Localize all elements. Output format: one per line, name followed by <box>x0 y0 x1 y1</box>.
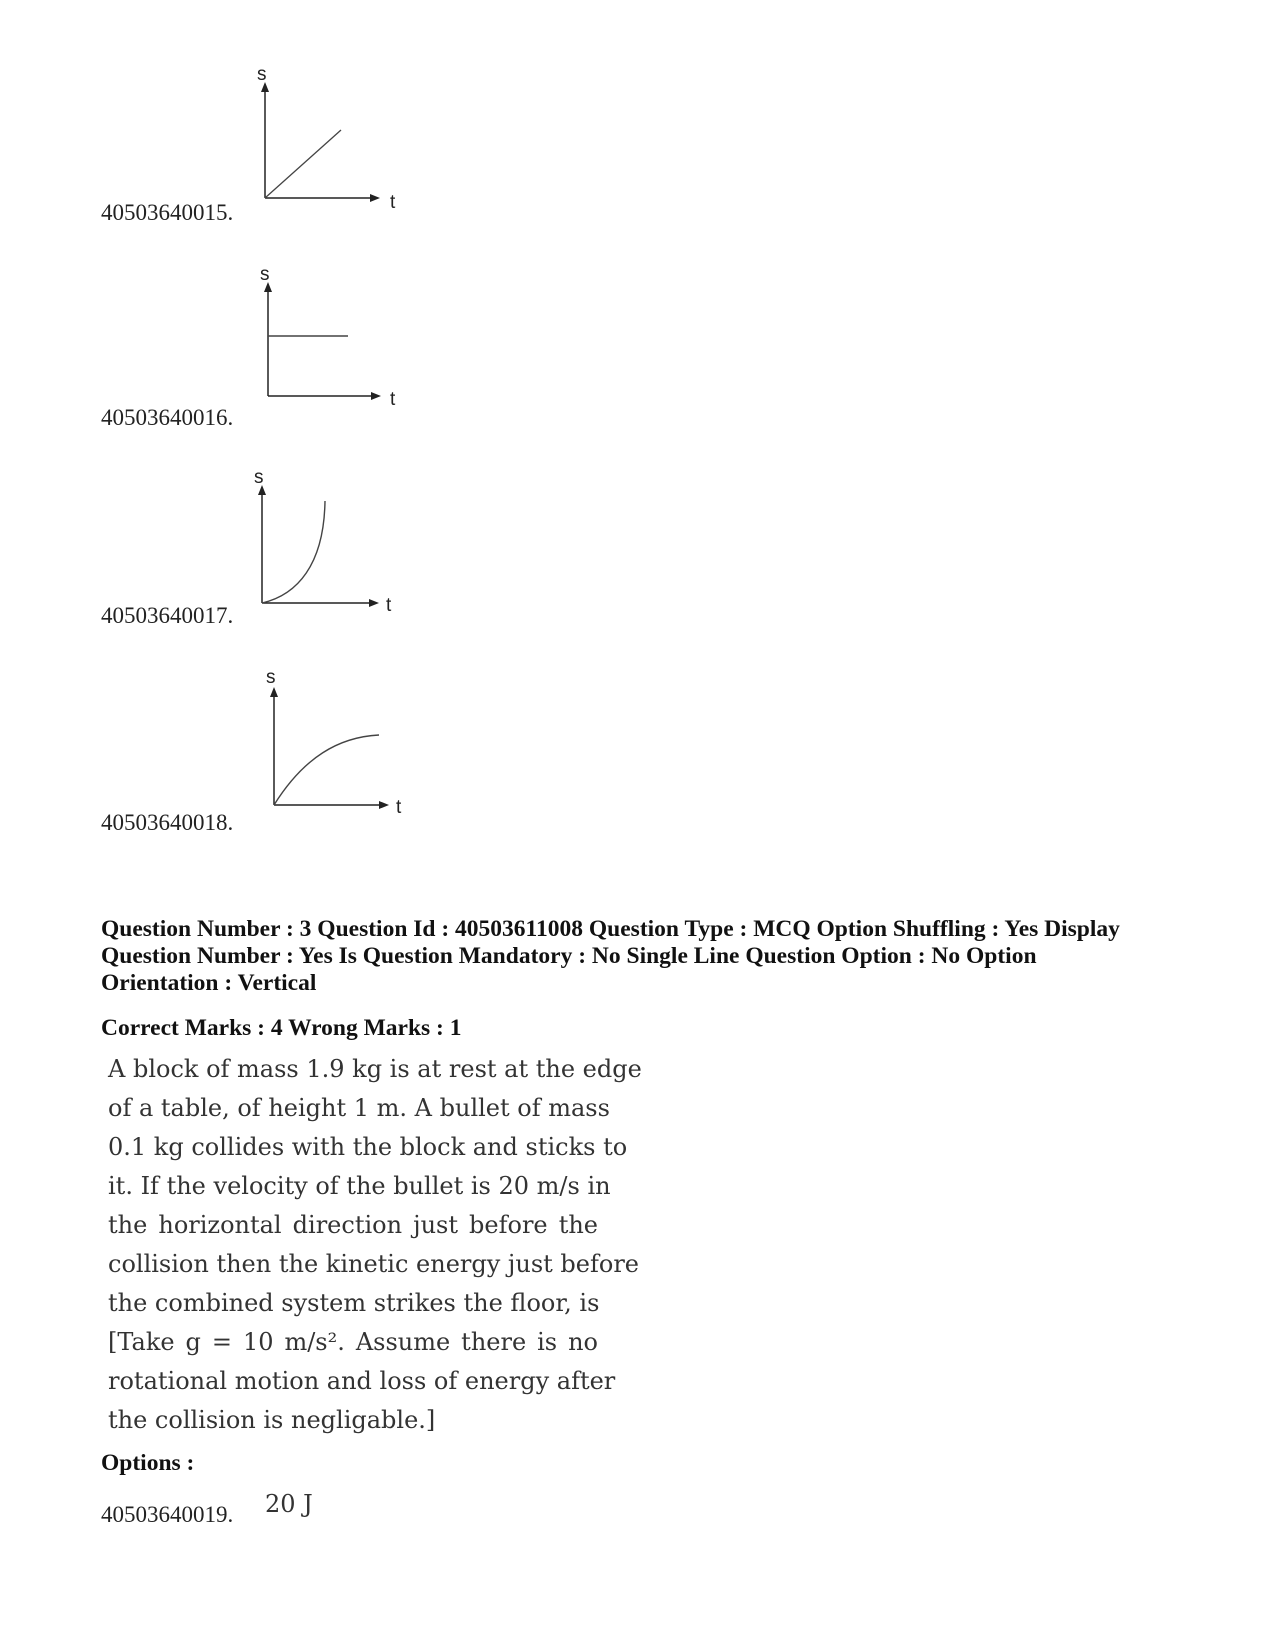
question-text-line: A block of mass 1.9 kg is at rest at the edge <box>108 1055 642 1083</box>
option-id: 40503640017. <box>101 603 234 628</box>
question-text-line: the combined system strikes the floor, is <box>108 1289 600 1317</box>
graph-constant <box>258 262 408 422</box>
graph4-x-label: t <box>396 797 402 818</box>
question-text <box>108 1050 642 1440</box>
graph3-curve <box>262 501 325 603</box>
option-id: 40503640016. <box>101 405 234 430</box>
question-marks: Correct Marks : 4 Wrong Marks : 1 <box>101 1015 462 1041</box>
question-text-line: it. If the velocity of the bullet is 20 m/s in <box>108 1172 611 1200</box>
graph4-curve <box>274 735 379 805</box>
option-value: 20 J <box>265 1490 313 1518</box>
graph1-y-label: s <box>257 64 267 85</box>
question-text-line: collision then the kinetic energy just before <box>108 1250 639 1278</box>
graph1-x-label: t <box>390 192 396 213</box>
question-text-line: the collision is negligable.] <box>108 1406 436 1434</box>
graph4-y-label: s <box>266 667 276 688</box>
option-id: 40503640018. <box>101 810 234 835</box>
question-text-line: [Take g = 10 m/s². Assume there is no <box>108 1328 598 1356</box>
question-meta-line: Question Number : Yes Is Question Mandatory : No Single Line Question Option : No Option <box>101 943 1037 969</box>
question-text-line: of a table, of height 1 m. A bullet of mass <box>108 1094 610 1122</box>
graph3-x-label: t <box>386 595 392 616</box>
options-label: Options : <box>101 1450 195 1476</box>
option-id: 40503640019. <box>101 1502 234 1527</box>
graph1-curve <box>265 130 341 198</box>
graph2-x-label: t <box>390 389 396 410</box>
graph3-y-label: s <box>254 467 264 488</box>
question-meta-line: Question Number : 3 Question Id : 40503611008 Question Type : MCQ Option Shuffling : Yes Display <box>101 916 1120 942</box>
question-text-line: 0.1 kg collides with the block and sticks to <box>108 1133 628 1161</box>
question-text-line: rotational motion and loss of energy after <box>108 1367 616 1395</box>
graph-decelerating-curve <box>264 665 414 825</box>
question-text-line: the horizontal direction just before the <box>108 1211 598 1239</box>
graph-accelerating-curve <box>252 465 402 625</box>
graph2-y-label: s <box>260 264 270 285</box>
question-meta-line: Orientation : Vertical <box>101 970 317 996</box>
graph-linear-increasing <box>255 60 405 220</box>
option-id: 40503640015. <box>101 200 234 225</box>
